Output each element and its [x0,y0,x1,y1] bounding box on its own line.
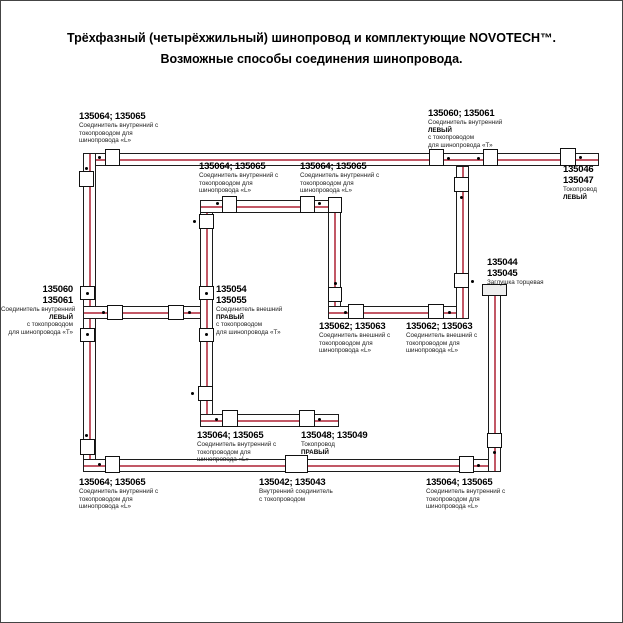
page-title [1,28,622,70]
connector-box [79,171,94,187]
connector-box [300,196,315,213]
label-end-cap: 135044 135045 Заглушка торцевая [487,257,544,286]
connector-box [199,214,214,229]
label-feed-right: 135048; 135049 Токопровод ПРАВЫЙ [301,430,368,456]
label-bottom-right-connector: 135064; 135065 Соединитель внутренний с токопроводом для шинопровода «L» [426,477,506,511]
connector-box [105,456,120,473]
callout-dot [215,418,218,421]
callout-dot [579,156,582,159]
label-bottom-mid-connector: 135042; 135043 Внутренний соединитель с токопроводом [259,477,333,503]
connector-box [348,304,364,319]
callout-dot [448,311,451,314]
connector-box [483,149,498,166]
callout-dot [205,333,208,336]
callout-dot [318,418,321,421]
callout-dot [86,292,89,295]
label-feed-left: 135046 135047 Токопровод ЛЕВЫЙ [563,164,597,201]
callout-dot [477,157,480,160]
label-bottom-left-connector: 135064; 135065 Соединитель внутренний с токопроводом для шинопровода «L» [79,477,159,511]
callout-dot [86,333,89,336]
label-top-t-connector: 135060; 135061 Соединитель внутренний ЛЕВЫЙ с токопроводом для шинопровода «Т» [428,108,503,149]
callout-dot [85,434,88,437]
callout-dot [98,463,101,466]
callout-dot [493,451,496,454]
callout-dot [98,156,101,159]
label-external-connector-1: 135062; 135063 Соединитель внешний с токопроводом для шинопровода «L» [319,321,391,355]
callout-dot [205,292,208,295]
connector-box [328,287,342,302]
connector-box [285,455,308,473]
connector-box [454,177,469,192]
callout-dot [447,157,450,160]
label-mid-t-connector: 135054 135055 Соединитель внешний ПРАВЫЙ с токопроводом для шинопровода «Т» [216,284,283,336]
connector-box [222,196,237,213]
label-external-connector-2: 135062; 135063 Соединитель внешний с токопроводом для шинопровода «L» [406,321,478,355]
callout-dot [460,196,463,199]
connector-box [107,305,123,320]
connector-box [328,197,342,213]
label-left-t-connector: 135060 135061 Соединитель внутренний ЛЕВЫЙ с токопроводом для шинопровода «Т» [1,284,76,336]
connector-box [299,410,315,427]
callout-dot [191,392,194,395]
callout-dot [102,311,105,314]
callout-dot [471,280,474,283]
callout-dot [85,167,88,170]
label-stub-connector: 135064; 135065 Соединитель внутренний с токопроводом для шинопровода «L» [197,430,277,464]
connector-box [487,433,502,448]
callout-dot [334,282,337,285]
connector-box [429,149,444,166]
connector-box [428,304,444,319]
connector-box [222,410,238,427]
page-title-line2: Возможные способы соединения шинопровода. [160,52,463,66]
label-inner-connector-2: 135064; 135065 Соединитель внутренний с токопроводом для шинопровода «L» [300,161,380,195]
connector-box [168,305,184,320]
callout-dot [188,311,191,314]
callout-dot [477,464,480,467]
callout-dot [344,311,347,314]
connector-box [80,439,95,455]
connector-box [454,273,469,288]
callout-dot [193,220,196,223]
page-title-line1: Трёхфазный (четырёхжильный) шинопровод и комплектующие NOVOTECH™. [67,31,556,45]
connector-box [459,456,474,473]
connector-box [105,149,120,166]
label-inner-connector-1: 135064; 135065 Соединитель внутренний с токопроводом для шинопровода «L» [199,161,279,195]
callout-dot [318,202,321,205]
label-top-left-connector: 135064; 135065 Соединитель внутренний с токопроводом для шинопровода «L» [79,111,159,145]
callout-dot [216,202,219,205]
connector-box [198,386,213,401]
